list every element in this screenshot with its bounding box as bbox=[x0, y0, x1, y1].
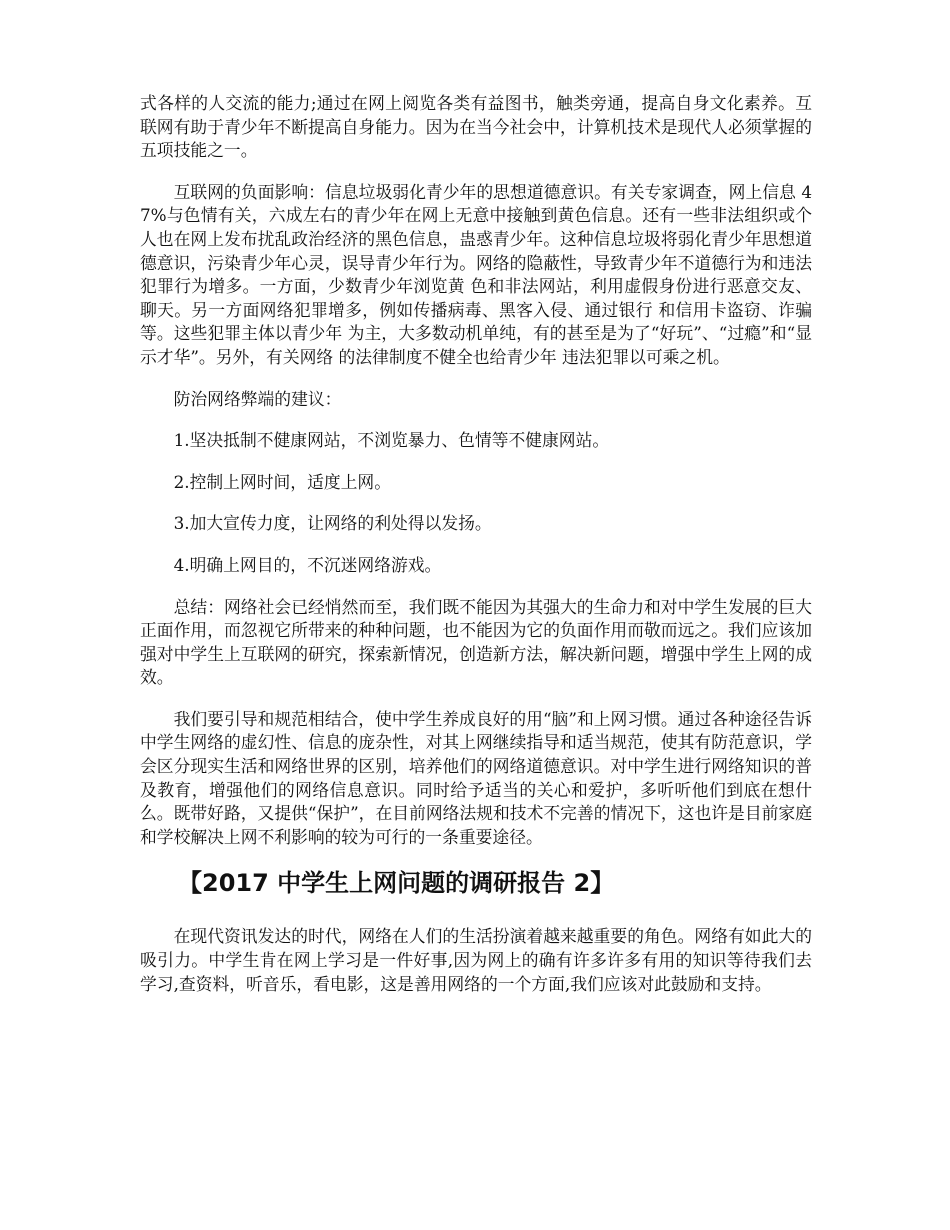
report-2-intro-paragraph: 在现代资讯发达的时代，网络在人们的生活扮演着越来越重要的角色。网络有如此大的吸引力。中学生肯在网上学习是一件好事,因为网上的确有许多许多有用的知识等待我们去学习,查资料，听音乐，看电影，这是善用网络的一个方面,我们应该对此鼓励和支持。 bbox=[140, 926, 812, 994]
continuation-paragraph: 式各样的人交流的能力;通过在网上阅览各类有益图书，触类旁通，提高自身文化素养。互联网有助于青少年不断提高自身能力。因为在当今社会中，计算机技术是现代人必须掌握的五项技能之一。 bbox=[140, 93, 812, 161]
suggestion-item-1: 1.坚决抵制不健康网站，不浏览暴力、色情等不健康网站。 bbox=[173, 430, 610, 451]
document-page bbox=[140, 92, 812, 1014]
section-heading: 【2017 中学生上网问题的调研报告 2】 bbox=[178, 869, 615, 898]
guidance-paragraph: 我们要引导和规范相结合，使中学生养成良好的用“脑”和上网习惯。通过各种途径告诉中学生网络的虚幻性、信息的庞杂性，对其上网继续指导和适当规范，使其有防范意识，学会区分现实生活和网络世界的区别，培养他们的网络道德意识。对中学生进行网络知识的普及教育，增强他们的网络信息意识。同时给予适当的关心和爱护，多听听他们到底在想什么。既带好路，又提供“保护”，在目前网络法规和技术不完善的情况下，这也许是目前家庭和学校解决上网不利影响的较为可行的一条重要途径。 bbox=[140, 708, 812, 847]
summary-paragraph: 总结：网络社会已经悄然而至，我们既不能因为其强大的生命力和对中学生发展的巨大正面作用，而忽视它所带来的种种问题，也不能因为它的负面作用而敬而远之。我们应该加强对中学生上互联网的研究，探索新情况，创造新方法，解决新问题，增强中学生上网的成效。 bbox=[140, 596, 812, 688]
suggestions-intro: 防治网络弊端的建议： bbox=[173, 388, 342, 409]
suggestion-item-3: 3.加大宣传力度，让网络的利处得以发扬。 bbox=[173, 513, 492, 534]
negative-impact-paragraph: 互联网的负面影响：信息垃圾弱化青少年的思想道德意识。有关专家调查，网上信息 47%与色情有关，六成左右的青少年在网上无意中接触到黄色信息。还有一些非法组织或个人也在网上发布扰乱政治经济的黑色信息，蛊惑青少年。这种信息垃圾将弱化青少年思想道德意识，污染青少年心灵，误导青少年行为。网络的隐蔽性，导致青少年不道德行为和违法犯罪行为增多。一方面，少数青少年浏览黄 色和非法网站，利用虚假身份进行恶意交友、聊天。另一方面网络犯罪增多，例如传播病毒、黑客入侵、通过银行 和信用卡盗窃、诈骗等。这些犯罪主体以青少年 为主，大多数动机单纯，有的甚至是为了“好玩”、“过瘾”和“显示才华”。另外，有关网络 的法律制度不健全也给青少年 违法犯罪以可乘之机。 bbox=[140, 181, 812, 367]
suggestion-item-4: 4.明确上网目的，不沉迷网络游戏。 bbox=[173, 554, 442, 575]
suggestion-item-2: 2.控制上网时间，适度上网。 bbox=[173, 471, 391, 492]
